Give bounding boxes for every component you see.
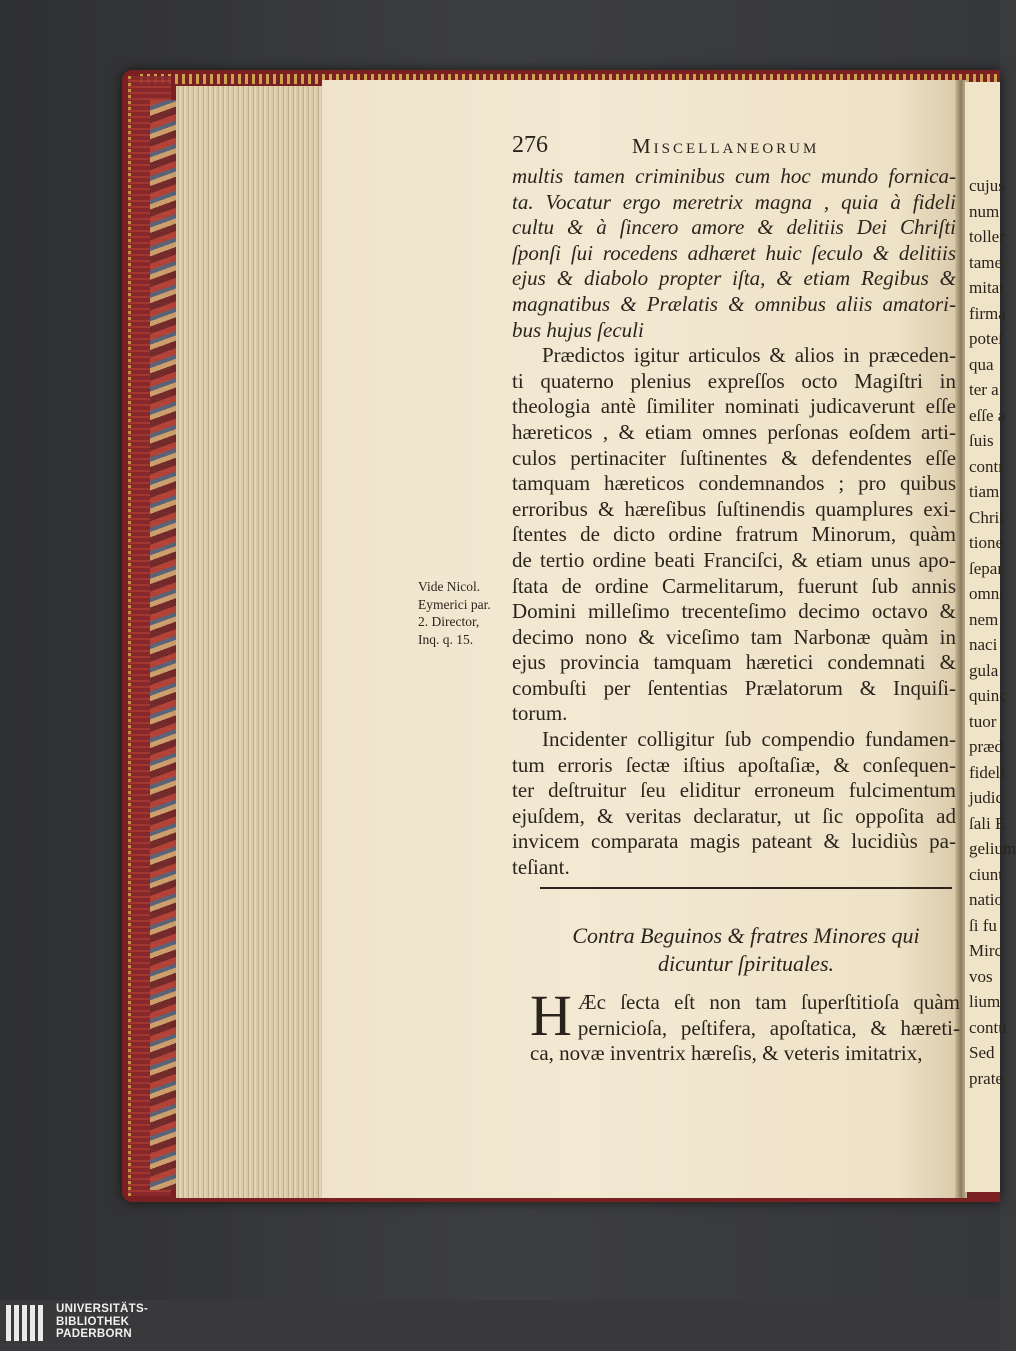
section-title-line: dicuntur ſpirituales. bbox=[658, 951, 834, 976]
marbled-endpaper bbox=[150, 100, 178, 1190]
text-line: ta. Vocatur ergo meretrix magna , quia à fideli bbox=[512, 189, 956, 214]
text-line: Prædictos igitur articulos & alios in præceden- bbox=[542, 343, 956, 368]
next-page-text-fragment: natio bbox=[969, 890, 1003, 909]
next-page-text-fragment: prate bbox=[969, 1068, 1003, 1088]
next-page-text-fragment: ſi fu bbox=[969, 915, 997, 935]
next-page-text-fragment: lium bbox=[969, 992, 1001, 1011]
next-page-text-fragment: nem bbox=[969, 609, 999, 629]
section-body-text bbox=[530, 983, 960, 1067]
next-page-text-fragment: contu bbox=[969, 1017, 1007, 1037]
text-line: theologia antè ſimiliter nominati judicaverunt eſſe bbox=[512, 394, 956, 419]
margin-note-line: Eymerici par. bbox=[418, 596, 491, 612]
section-title-line: Contra Beguinos & fratres Minores qui bbox=[572, 923, 920, 948]
next-page-text-fragment: ſepar bbox=[969, 558, 1003, 578]
next-page-text-fragment: judic bbox=[969, 788, 1003, 807]
dropcap: H bbox=[530, 983, 572, 1048]
section-body bbox=[530, 983, 960, 1067]
text-line: Æc ſecta eſt non tam ſuperſtitioſa quàm bbox=[577, 990, 960, 1014]
text-line: decimo nono & viceſimo tam Narbonæ quàm in bbox=[512, 624, 956, 649]
next-page-text-fragment: tame bbox=[969, 252, 1003, 272]
text-line: ſtata de ordine Carmelitarum, fuerunt ſub annis bbox=[512, 573, 956, 598]
text-line: ti quaterno plenius expreſſos octo Magiſtri in bbox=[512, 368, 956, 393]
text-line: culos pertinaciter ſuſtinentes & defendentes eſſe bbox=[512, 445, 956, 470]
section-rule bbox=[540, 887, 952, 889]
text-line: ejus & diabolo propter iſta, & etiam Regibus & bbox=[512, 266, 956, 291]
next-page-text-fragment: gelium bbox=[969, 839, 1016, 858]
next-page-text-fragment: vos bbox=[969, 966, 993, 986]
paragraph-2 bbox=[512, 343, 956, 727]
text-line: magnatibus & Prælatis & omnibus aliis amatori- bbox=[512, 291, 956, 316]
next-page-text-fragment: mitat bbox=[969, 278, 1004, 297]
next-page-text-fragment: ſuis bbox=[969, 431, 994, 450]
library-name-line-2: BIBLIOTHEK bbox=[56, 1315, 130, 1328]
library-name-line-3: PADERBORN bbox=[56, 1328, 132, 1340]
next-page-text-fragment: firma bbox=[969, 303, 1006, 323]
next-page-text-fragment: ſali E bbox=[969, 813, 1006, 833]
library-logo-icon bbox=[6, 1305, 48, 1341]
paragraph-3 bbox=[512, 727, 956, 881]
section-title bbox=[540, 922, 952, 978]
next-page-text-fragment: num bbox=[969, 201, 1000, 221]
text-line: ſtentes de dicto ordine fratrum Minorum, quàm bbox=[512, 522, 956, 547]
next-page-text-fragment: Mirc bbox=[969, 941, 1003, 960]
next-page-text-fragment: gula bbox=[969, 660, 999, 680]
next-page-text-fragment: tione bbox=[969, 533, 1003, 552]
text-line: invicem comparata magis pateant & lucidiùs pa- bbox=[512, 829, 956, 854]
next-page-text-fragment: cujus bbox=[969, 176, 1005, 195]
text-line: Domini milleſimo trecenteſimo decimo octavo & bbox=[512, 599, 956, 624]
running-head: Miscellaneorum bbox=[632, 134, 820, 158]
library-name-line-1: UNIVERSITÄTS- bbox=[56, 1303, 149, 1315]
next-page-text-fragment: Sed bbox=[969, 1043, 995, 1062]
text-line: tamquam hæreticos condemnandos ; pro quibus bbox=[512, 471, 956, 496]
text-line: bus hujus ſeculi bbox=[512, 317, 644, 342]
next-page-text-fragment: eſſe a bbox=[969, 405, 1006, 425]
text-line: erroribus & hæreſibus ſuſtinendis quamplures exi- bbox=[512, 496, 956, 521]
next-page-text-fragment: ter a bbox=[969, 380, 999, 399]
page-number: 276 bbox=[512, 132, 548, 158]
text-line: multis tamen criminibus cum hoc mundo fornica- bbox=[512, 164, 956, 188]
next-page-text-fragment: quinc bbox=[969, 686, 1007, 705]
next-page-fragment bbox=[965, 82, 1016, 1192]
text-line: combuſti per ſententias Prælatorum & Inquiſi- bbox=[512, 675, 956, 700]
next-page-text-fragment: tuor bbox=[969, 711, 997, 731]
text-line: ter deſtruitur ſeu eliditur erroneum fulcimentum bbox=[512, 778, 956, 803]
text-line: hæreticos , & etiam omnes perſonas eoſdem arti- bbox=[512, 419, 956, 444]
next-page-text-fragment: qua bbox=[969, 354, 994, 374]
next-page-text-fragment: toller bbox=[969, 227, 1005, 246]
library-name bbox=[56, 1303, 148, 1341]
next-page-text-fragment: tiam bbox=[969, 482, 1000, 501]
text-line: de tertio ordine beati Franciſci, & etiam unus apo- bbox=[512, 547, 956, 572]
margin-note-line: Vide Nicol. bbox=[418, 579, 481, 594]
next-page-text-fragment: fideli bbox=[969, 762, 1005, 782]
next-page-text-fragment: contr bbox=[969, 456, 1004, 476]
next-page-text-fragment: poteſ bbox=[969, 329, 1003, 348]
text-line: pernicioſa, peſtifera, apoſtatica, & hæreti- bbox=[577, 1015, 960, 1040]
margin-note-line: Inq. q. 15. bbox=[418, 631, 474, 647]
margin-note bbox=[418, 578, 518, 648]
text-line: ca, novæ inventrix hæreſis, & veteris imitatrix, bbox=[530, 1041, 923, 1066]
text-line: torum. bbox=[512, 701, 568, 726]
text-line: tum erroris ſectæ iſtius apoſtaſiæ, & conſequen- bbox=[512, 752, 956, 777]
text-line: teſiant. bbox=[512, 855, 570, 880]
text-line: ſponſi ſui rocedens adhæret huic ſeculo & delitiis bbox=[512, 240, 956, 265]
next-page-text-fragment: ciunt bbox=[969, 864, 1003, 884]
text-line: ejuſdem, & veritas declaratur, ut ſic oppoſita ad bbox=[512, 803, 956, 828]
next-page-text-fragment: omni bbox=[969, 584, 1004, 603]
page-edges bbox=[176, 86, 324, 1198]
page-header bbox=[512, 132, 952, 162]
paragraph-1 bbox=[512, 164, 956, 343]
text-line: cultu & à ſincero amore & delitiis Dei Chriſti bbox=[512, 215, 956, 240]
library-banner bbox=[0, 1300, 1000, 1351]
next-page-text-fragment: præd bbox=[969, 737, 1003, 756]
text-line: ejus provincia tamquam hæretici condemnati & bbox=[512, 650, 956, 675]
next-page-text-fragment: naci bbox=[969, 635, 998, 654]
text-line: Incidenter colligitur ſub compendio fundamen- bbox=[542, 727, 956, 752]
margin-note-line: 2. Director, bbox=[418, 614, 480, 629]
next-page-text-fragment: Chriſ bbox=[969, 507, 1004, 527]
main-text bbox=[512, 164, 956, 881]
